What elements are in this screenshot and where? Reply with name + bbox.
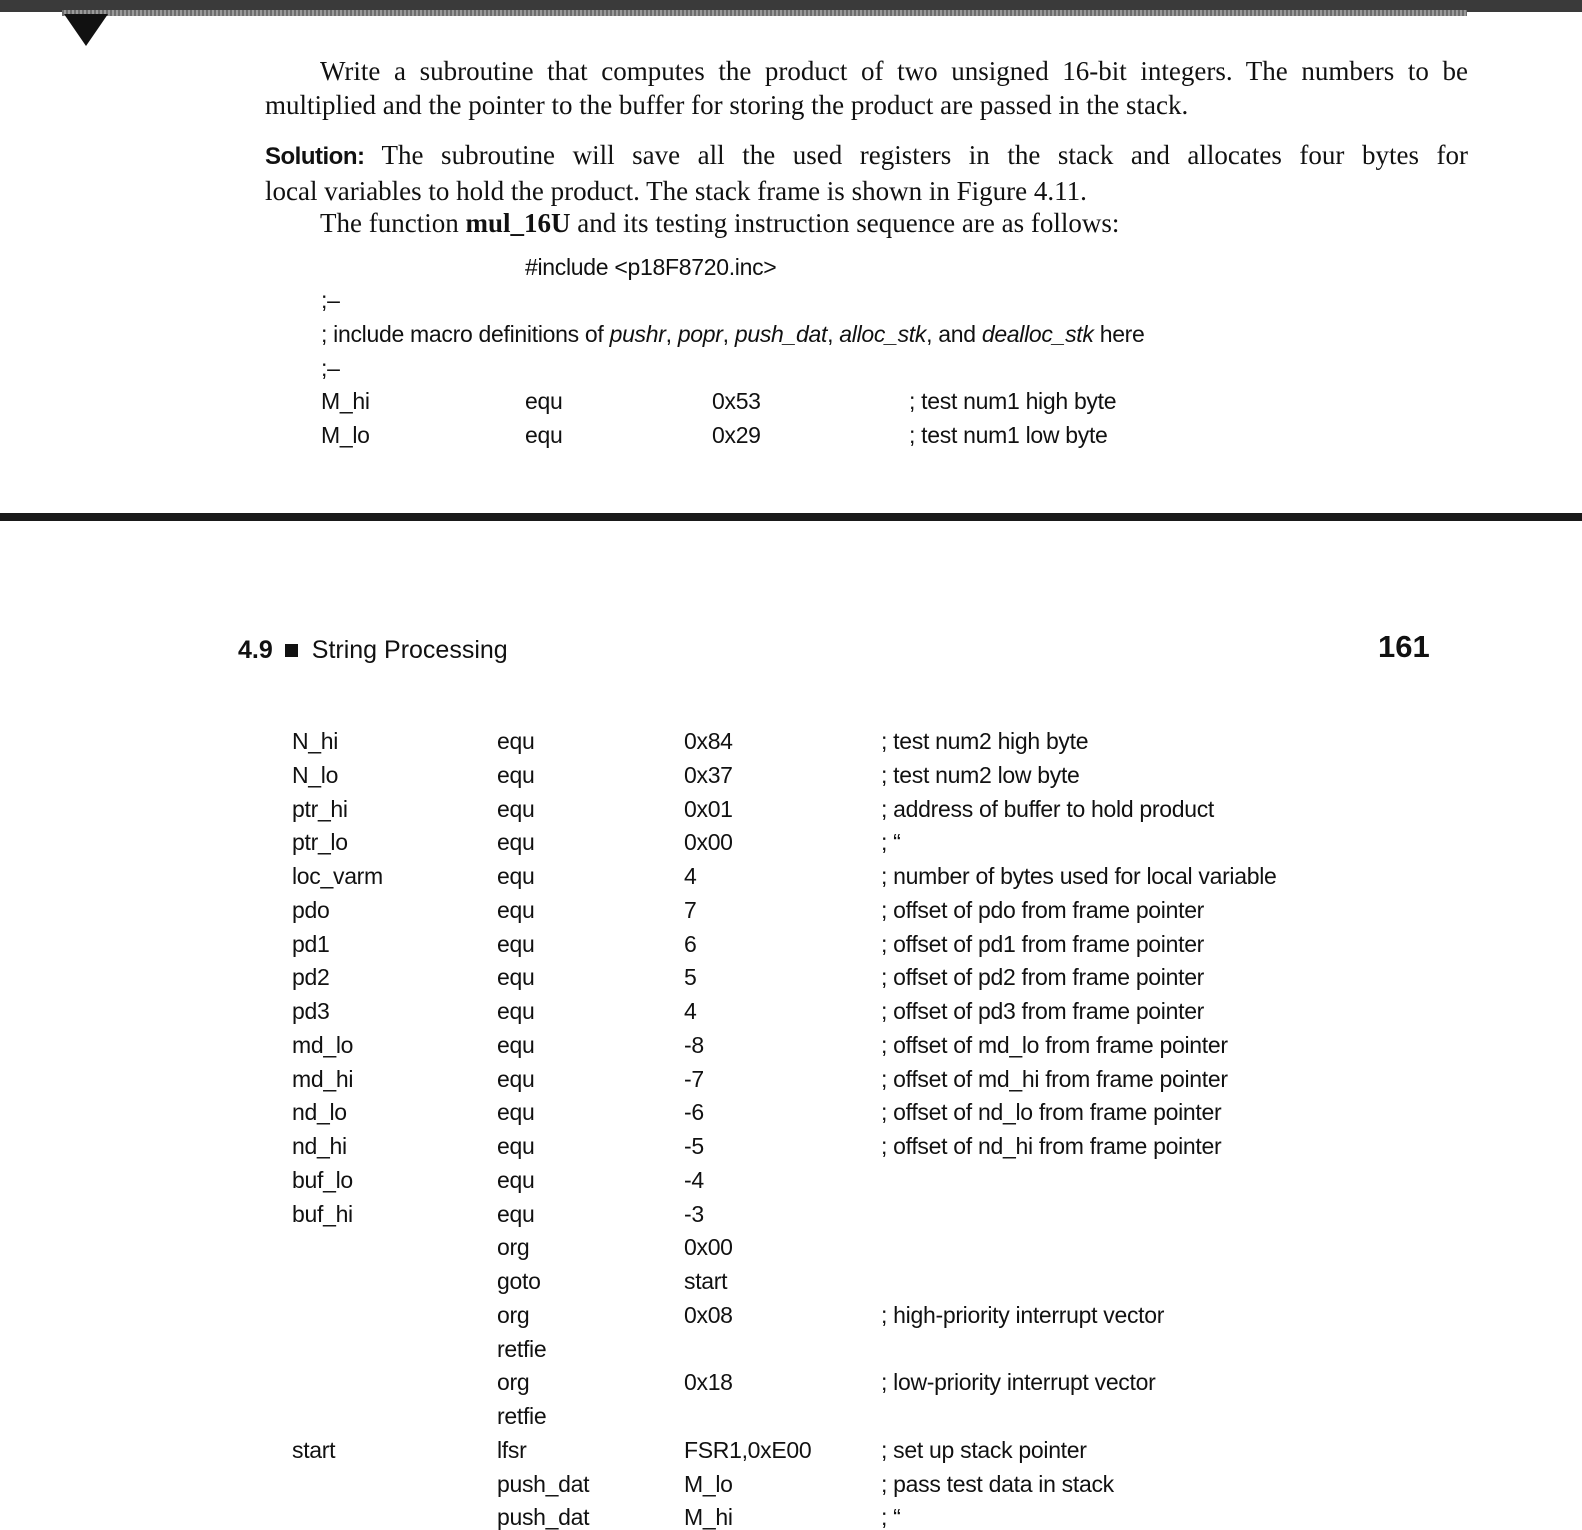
code-operand: 0x18	[684, 1369, 733, 1396]
macro-joiner: ,	[827, 321, 840, 347]
code-row	[0, 1399, 1582, 1433]
macro-name: pushr	[609, 321, 666, 347]
code-operand: 0x00	[684, 1234, 733, 1261]
function-intro	[320, 206, 1119, 240]
code-opcode: equ	[525, 388, 563, 414]
code-comment: ; test num1 high byte	[909, 388, 1117, 414]
code-operand: 0x01	[684, 795, 733, 822]
code-opcode: equ	[497, 863, 535, 889]
code-row	[0, 1230, 1582, 1264]
code-opcode: equ	[497, 1133, 535, 1159]
code-operand: M_hi	[684, 1504, 733, 1530]
macro-joiner: , and	[926, 321, 982, 347]
solution-paragraph	[265, 138, 1468, 208]
code-operand: 4	[684, 863, 697, 889]
code-comment: ; number of bytes used for local variable	[881, 863, 1277, 889]
code-row	[0, 1062, 1582, 1096]
code-comment: ; offset of md_hi from frame pointer	[881, 1065, 1228, 1092]
code-row	[0, 792, 1582, 826]
code-row	[0, 1163, 1582, 1197]
code-opcode: push_dat	[497, 1470, 590, 1497]
code-row	[0, 1365, 1582, 1399]
code-comment: ; test num2 high byte	[881, 728, 1089, 754]
code-opcode: org	[497, 1301, 530, 1328]
code-operand: FSR1,0xE00	[684, 1436, 812, 1463]
code-opcode: equ	[497, 964, 535, 991]
code-operand: 5	[684, 964, 697, 991]
macro-name: popr	[677, 321, 723, 347]
code-row	[0, 724, 1582, 758]
code-opcode: equ	[497, 1200, 535, 1227]
page-corner-triangle-icon	[64, 14, 108, 46]
code-label: M_hi	[321, 388, 370, 414]
code-operand: 0x84	[684, 728, 733, 754]
separator-comment: ;–	[321, 287, 340, 313]
code-operand: 0x29	[712, 422, 761, 448]
code-opcode: push_dat	[497, 1504, 590, 1530]
code-operand: M_lo	[684, 1470, 733, 1497]
code-comment: ; offset of pd3 from frame pointer	[881, 998, 1205, 1024]
square-bullet-icon	[285, 644, 298, 657]
code-operand: 7	[684, 896, 697, 923]
section-header	[238, 633, 508, 667]
solution-line-2: local variables to hold the product. The stack frame is shown in Figure 4.11.	[265, 176, 1087, 206]
code-operand: 4	[684, 998, 697, 1024]
code-row	[0, 1298, 1582, 1332]
code-opcode: equ	[497, 1099, 535, 1126]
code-label: ptr_lo	[292, 829, 348, 856]
code-label: nd_hi	[292, 1133, 347, 1159]
section-title: String Processing	[311, 636, 508, 664]
code-opcode: equ	[497, 728, 535, 754]
code-label: N_lo	[292, 761, 339, 788]
macro-name: alloc_stk	[839, 321, 927, 347]
code-row	[0, 960, 1582, 994]
code-operand: 0x37	[684, 761, 733, 788]
page-number: 161	[1378, 629, 1430, 664]
code-comment: ; high-priority interrupt vector	[881, 1301, 1165, 1328]
problem-statement: Write a subroutine that computes the product of two unsigned 16-bit integers. The numbers to be multiplied and the pointer to the buffer for storing the product are passed in the stack.	[265, 56, 1468, 120]
code-label: nd_lo	[292, 1099, 347, 1126]
include-directive: #include <p18F8720.inc>	[525, 254, 777, 280]
function-name: mul_16U	[465, 208, 571, 238]
code-opcode: org	[497, 1234, 530, 1261]
code-operand: -4	[684, 1166, 704, 1193]
code-row	[0, 1197, 1582, 1231]
macro-comment-prefix: ; include macro definitions of	[321, 321, 610, 347]
code-opcode: org	[497, 1369, 530, 1396]
code-comment: ; offset of pd2 from frame pointer	[881, 964, 1205, 991]
code-comment: ; pass test data in stack	[881, 1470, 1114, 1497]
code-label: md_lo	[292, 1031, 354, 1058]
code-opcode: equ	[497, 761, 535, 788]
code-row	[0, 893, 1582, 927]
code-row	[0, 418, 1582, 452]
code-row	[0, 1129, 1582, 1163]
code-comment: ; offset of md_lo from frame pointer	[881, 1031, 1228, 1058]
code-opcode: equ	[497, 930, 535, 957]
code-label: loc_varm	[292, 863, 383, 889]
code-comment: ; address of buffer to hold product	[881, 795, 1215, 822]
code-label: pd2	[292, 964, 330, 991]
code-label: pd3	[292, 998, 330, 1024]
macro-joiner: ,	[722, 321, 735, 347]
code-row	[0, 758, 1582, 792]
code-label: pd1	[292, 930, 330, 957]
code-comment: ; set up stack pointer	[881, 1436, 1087, 1463]
code-row	[0, 1332, 1582, 1366]
code-operand: 6	[684, 930, 697, 957]
macro-joiner: here	[1093, 321, 1145, 347]
code-label: N_hi	[292, 728, 339, 754]
code-comment: ; offset of pd1 from frame pointer	[881, 930, 1205, 957]
code-row	[0, 927, 1582, 961]
top-border-pattern	[62, 10, 1467, 16]
code-opcode: equ	[497, 1166, 535, 1193]
code-comment: ; “	[881, 829, 901, 856]
code-row	[0, 1264, 1582, 1298]
page-divider	[0, 513, 1582, 521]
code-label: start	[292, 1436, 336, 1463]
code-opcode: lfsr	[497, 1436, 527, 1463]
code-row	[0, 1028, 1582, 1062]
solution-line-1	[265, 138, 1468, 174]
macro-joiner: ,	[665, 321, 678, 347]
code-comment: ; test num2 low byte	[881, 761, 1080, 788]
code-comment: ; low-priority interrupt vector	[881, 1369, 1156, 1396]
code-opcode: retfie	[497, 1403, 547, 1429]
code-row	[0, 825, 1582, 859]
code-row	[0, 994, 1582, 1028]
code-opcode: equ	[497, 1065, 535, 1092]
macro-name: dealloc_stk	[981, 321, 1094, 347]
code-operand: -7	[684, 1065, 704, 1092]
code-operand: 0x00	[684, 829, 733, 856]
code-row	[0, 1095, 1582, 1129]
code-opcode: retfie	[497, 1335, 547, 1362]
macro-comment	[321, 320, 1145, 348]
code-row	[0, 1467, 1582, 1501]
function-intro-prefix: The function	[320, 208, 466, 238]
code-operand: 0x08	[684, 1301, 733, 1328]
macro-name: push_dat	[734, 321, 828, 347]
code-label: M_lo	[321, 422, 370, 448]
code-comment: ; test num1 low byte	[909, 422, 1108, 448]
code-opcode: equ	[497, 795, 535, 822]
code-operand: -5	[684, 1133, 704, 1159]
code-opcode: equ	[525, 422, 563, 448]
code-comment: ; “	[881, 1504, 901, 1530]
code-operand: start	[684, 1268, 728, 1294]
code-label: ptr_hi	[292, 795, 348, 822]
code-comment: ; offset of nd_lo from frame pointer	[881, 1099, 1222, 1126]
separator-comment: ;–	[321, 355, 340, 381]
code-comment: ; offset of nd_hi from frame pointer	[881, 1133, 1222, 1159]
code-label: buf_hi	[292, 1200, 353, 1227]
code-row	[0, 384, 1582, 418]
code-row	[0, 1500, 1582, 1530]
code-opcode: equ	[497, 829, 535, 856]
code-opcode: goto	[497, 1268, 541, 1294]
code-operand: -3	[684, 1200, 704, 1227]
code-comment: ; offset of pdo from frame pointer	[881, 896, 1205, 923]
code-opcode: equ	[497, 1031, 535, 1058]
code-operand: -8	[684, 1031, 704, 1058]
code-opcode: equ	[497, 896, 535, 923]
code-operand: -6	[684, 1099, 704, 1126]
function-intro-suffix: and its testing instruction sequence are as follows:	[570, 208, 1120, 238]
code-label: pdo	[292, 896, 330, 923]
code-label: buf_lo	[292, 1166, 353, 1193]
code-operand: 0x53	[712, 388, 761, 414]
code-opcode: equ	[497, 998, 535, 1024]
solution-label: Solution:	[265, 143, 365, 170]
code-label: md_hi	[292, 1065, 354, 1092]
code-row	[0, 1433, 1582, 1467]
section-number: 4.9	[238, 636, 273, 664]
code-row	[0, 859, 1582, 893]
solution-text-1: The subroutine will save all the used registers in the stack and allocates four bytes for	[381, 140, 1468, 170]
